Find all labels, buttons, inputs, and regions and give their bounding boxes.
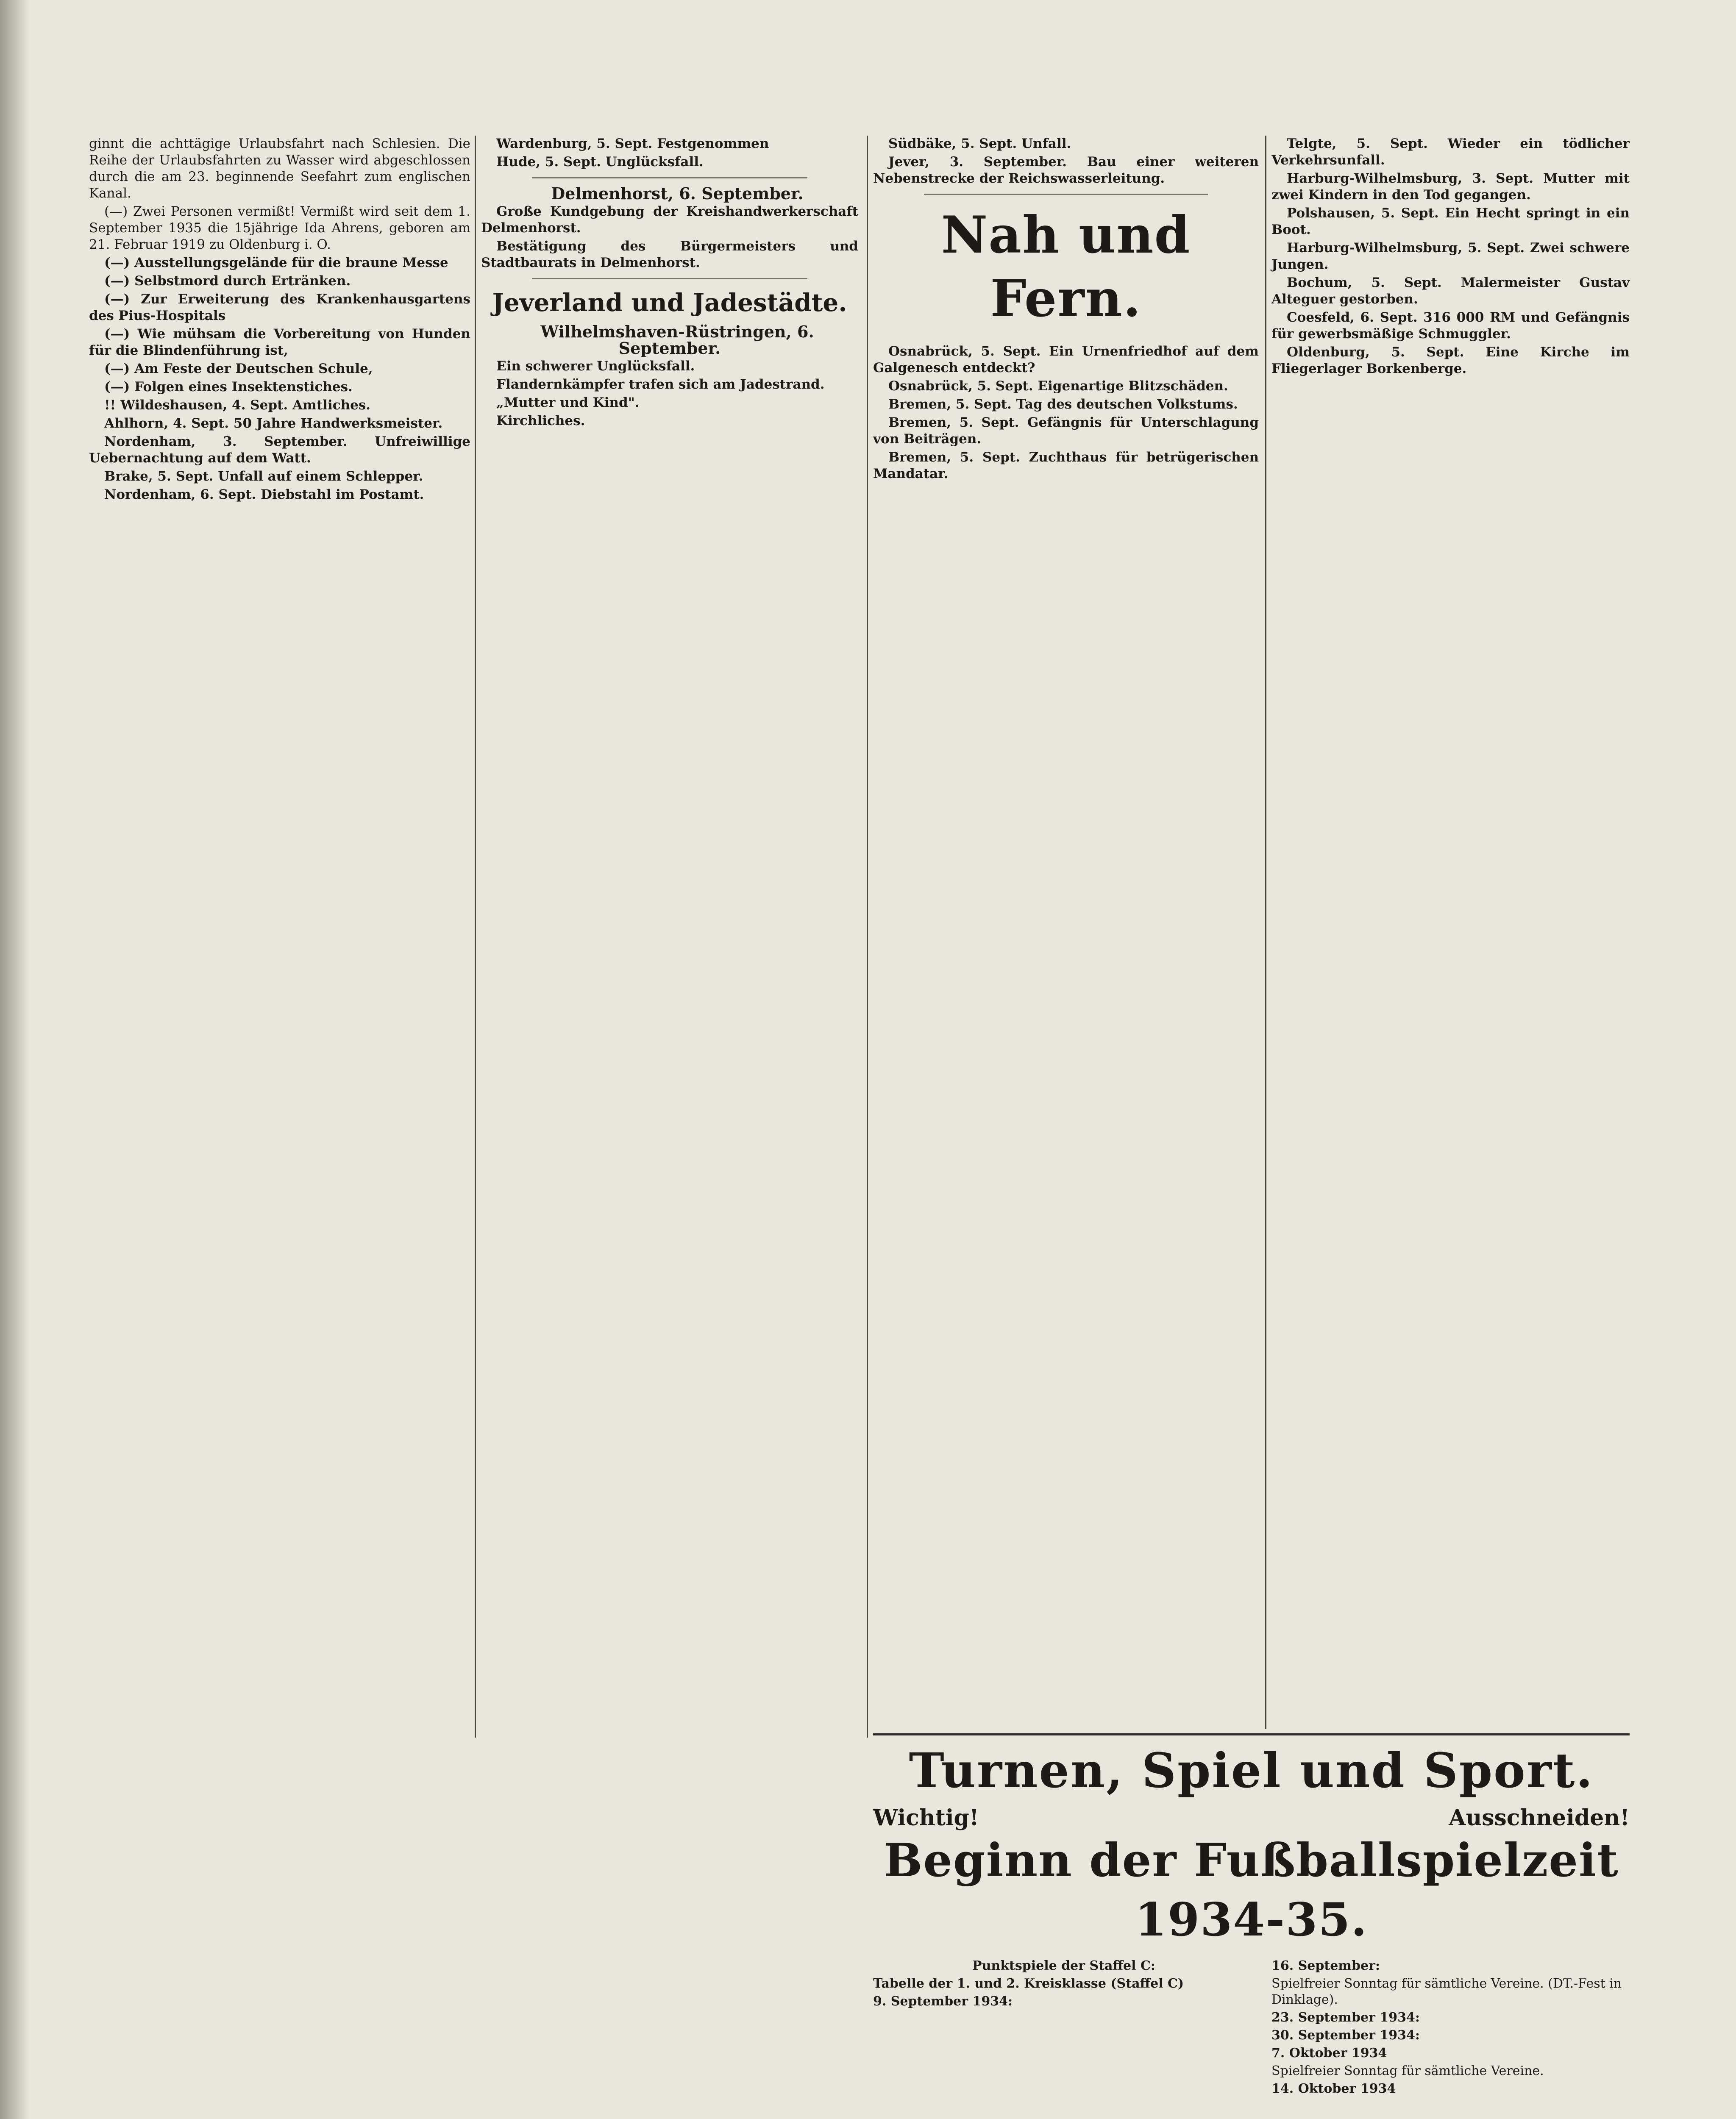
column-3 xyxy=(873,136,1259,484)
column-1 xyxy=(89,136,470,505)
fixture-text: Spielfreier Sonntag für sämtliche Vereine. (DT.-Fest in Dinklage). xyxy=(1271,1976,1622,2007)
column-4-heading: Bochum, 5. Sept. Malermeister Gustav Alteguer gestorben. xyxy=(1271,275,1630,307)
column-1-heading: Nordenham, 6. Sept. Diebstahl im Postamt. xyxy=(104,487,424,502)
column-3-heading: Osnabrück, 5. Sept. Eigenartige Blitzschäden. xyxy=(888,378,1228,394)
column-rule xyxy=(475,136,476,1738)
column-2-heading: „Mutter und Kind". xyxy=(496,395,640,410)
fixture-date: 7. Oktober 1934 xyxy=(1271,2046,1387,2061)
column-rule xyxy=(1265,136,1266,1729)
column-4-heading: Polshausen, 5. Sept. Ein Hecht springt in ein Boot. xyxy=(1271,206,1630,237)
column-1-paragraph: ginnt die achttägige Urlaubsfahrt nach Schlesien. Die Reihe der Urlaubsfahrten zu Wasser wird abgeschlossen durch die am 23. beginnende Seefahrt zum englischen Kanal. xyxy=(89,136,470,201)
sport-subtitle: Beginn der Fußballspielzeit 1934-35. xyxy=(884,1834,1619,1947)
column-4-heading: Harburg-Wilhelmsburg, 3. Sept. Mutter mit zwei Kindern in den Tod gegangen. xyxy=(1271,171,1630,203)
column-1-heading: Ahlhorn, 4. Sept. 50 Jahre Handwerksmeister. xyxy=(104,416,443,431)
column-4 xyxy=(1271,136,1630,379)
column-2-heading: Flandernkämpfer trafen sich am Jadestrand. xyxy=(496,377,825,392)
column-4-heading: Telgte, 5. Sept. Wieder ein tödlicher Verkehrsunfall. xyxy=(1271,136,1630,168)
fixture-date: 23. September 1934: xyxy=(1271,2010,1420,2025)
column-2-heading: Hude, 5. Sept. Unglücksfall. xyxy=(496,154,704,170)
section-title-jeverland: Jeverland und Jadestädte. xyxy=(492,288,847,317)
column-1-heading: (—) Zur Erweiterung des Krankenhausgartens des Pius-Hospitals xyxy=(89,292,470,323)
column-2-heading: Wardenburg, 5. Sept. Festgenommen xyxy=(496,136,769,151)
column-rule xyxy=(867,136,868,1738)
fixture-text: Spielfreier Sonntag für sämtliche Vereine. xyxy=(1271,2063,1544,2078)
column-2-heading: Ein schwerer Unglücksfall. xyxy=(496,359,695,374)
sport-section-title: Turnen, Spiel und Sport. xyxy=(873,1733,1630,1801)
column-4-heading: Coesfeld, 6. Sept. 316 000 RM und Gefängnis für gewerbsmäßige Schmuggler. xyxy=(1271,310,1630,342)
column-1-heading: (—) Folgen eines Insektenstiches. xyxy=(104,379,353,395)
sport-intro-heading: Punktspiele der Staffel C: xyxy=(972,1958,1155,1973)
column-1-heading: Brake, 5. Sept. Unfall auf einem Schlepper. xyxy=(104,469,423,484)
column-3-heading: Jever, 3. September. Bau einer weiteren Nebenstrecke der Reichswasserleitung. xyxy=(873,154,1259,186)
column-2-heading: Bestätigung des Bürgermeisters und Stadtbaurats in Delmenhorst. xyxy=(481,239,858,270)
column-1-heading: Nordenham, 3. September. Unfreiwillige Uebernachtung auf dem Watt. xyxy=(89,434,470,466)
column-1-heading: (—) Am Feste der Deutschen Schule, xyxy=(104,361,373,376)
fixture-date: 30. September 1934: xyxy=(1271,2028,1420,2043)
tag-important: Wichtig! xyxy=(873,1805,979,1831)
column-3-heading: Bremen, 5. Sept. Zuchthaus für betrügerischen Mandatar. xyxy=(873,450,1259,481)
column-4-heading: Harburg-Wilhelmsburg, 5. Sept. Zwei schwere Jungen. xyxy=(1271,240,1630,272)
dateline: Wilhelmshaven-Rüstringen, 6. September. xyxy=(540,322,814,358)
sport-tags xyxy=(873,1805,1630,1831)
sport-table-heading: Tabelle der 1. und 2. Kreisklasse (Staffel C) xyxy=(873,1976,1184,1991)
column-3-heading: Bremen, 5. Sept. Gefängnis für Unterschlagung von Beiträgen. xyxy=(873,415,1259,447)
dateline: Delmenhorst, 6. September. xyxy=(551,184,804,203)
sport-right-column xyxy=(1271,1958,1630,2099)
separator xyxy=(532,177,807,178)
column-3-heading: Südbäke, 5. Sept. Unfall. xyxy=(888,136,1071,151)
column-2-heading: Große Kundgebung der Kreishandwerkerschaft Delmenhorst. xyxy=(481,204,858,236)
sport-columns xyxy=(873,1958,1630,2099)
column-1-heading: (—) Wie mühsam die Vorbereitung von Hunden für die Blindenführung ist, xyxy=(89,326,470,358)
fixture-date: 16. September: xyxy=(1271,1958,1380,1973)
tag-cut-out: Ausschneiden! xyxy=(1449,1805,1630,1831)
sport-left-column xyxy=(873,1958,1255,2099)
column-3-heading: Bremen, 5. Sept. Tag des deutschen Volkstums. xyxy=(888,397,1238,412)
section-title-nah-und-fern: Nah und Fern. xyxy=(941,205,1191,328)
sport-section xyxy=(873,1733,1630,2099)
column-2-heading: Kirchliches. xyxy=(496,413,585,428)
column-2 xyxy=(481,136,858,431)
column-1-heading: (—) Ausstellungsgelände für die braune Messe xyxy=(104,255,448,270)
column-1-heading: (—) Selbstmord durch Ertränken. xyxy=(104,273,351,289)
column-3-heading: Osnabrück, 5. Sept. Ein Urnenfriedhof auf dem Galgenesch entdeckt? xyxy=(873,344,1259,375)
fixture-date: 14. Oktober 1934 xyxy=(1271,2081,1396,2096)
separator xyxy=(532,278,807,279)
column-4-heading: Oldenburg, 5. Sept. Eine Kirche im Fliegerlager Borkenberge. xyxy=(1271,345,1630,376)
page-edge-shadow xyxy=(0,0,30,2119)
column-1-paragraph: (—) Zwei Personen vermißt! Vermißt wird seit dem 1. September 1935 die 15jährige Ida Ahrens, geboren am 21. Februar 1919 zu Oldenburg i. O. xyxy=(89,204,470,252)
sport-first-date: 9. September 1934: xyxy=(873,1994,1013,2009)
column-1-heading: !! Wildeshausen, 4. Sept. Amtliches. xyxy=(104,398,371,413)
separator xyxy=(924,194,1208,195)
